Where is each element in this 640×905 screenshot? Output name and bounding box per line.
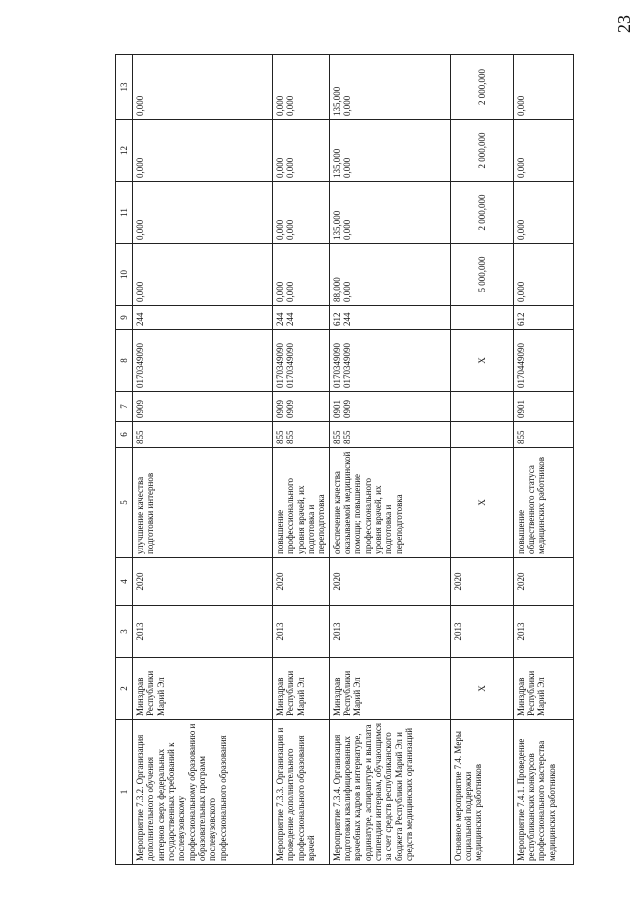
amount-col-13: 0,000	[513, 55, 573, 120]
header-cell: 9	[116, 306, 133, 330]
page-number: 23	[614, 15, 634, 33]
end-year: 2020	[273, 558, 330, 606]
rotated-table-container	[115, 55, 625, 865]
table-row	[133, 55, 273, 865]
table-row	[273, 55, 330, 865]
amount-col-13: 135,000 0,000	[329, 55, 450, 120]
start-year: 2013	[329, 606, 450, 658]
expected-result: Х	[450, 448, 513, 558]
expected-result: обеспечение качества оказываемой медицинской помощи; повышение профессионального уровня врачей, их подготовка и переподготовка	[329, 448, 450, 558]
executor: Х	[450, 658, 513, 720]
expense-type-code: 244 244	[273, 306, 330, 330]
amount-col-13: 0,000	[133, 55, 273, 120]
start-year: 2013	[133, 606, 273, 658]
end-year: 2020	[133, 558, 273, 606]
header-cell: 4	[116, 558, 133, 606]
grbs-code: 855	[133, 422, 273, 448]
header-row	[116, 55, 133, 865]
end-year: 2020	[513, 558, 573, 606]
amount-col-13: 0,000 0,000	[273, 55, 330, 120]
start-year: 2013	[273, 606, 330, 658]
grbs-code	[450, 422, 513, 448]
program-activities-table	[115, 54, 574, 865]
amount-col-10: 5 000,000	[450, 244, 513, 306]
header-cell: 1	[116, 720, 133, 865]
amount-col-11: 135,000 0,000	[329, 182, 450, 244]
section-code	[450, 392, 513, 422]
grbs-code: 855	[513, 422, 573, 448]
target-article-code: 0170349090	[133, 330, 273, 392]
target-article-code: Х	[450, 330, 513, 392]
activity-name: Основное мероприятие 7.4. Меры социальной поддержки медицинских работников	[450, 720, 513, 865]
header-cell: 13	[116, 55, 133, 120]
activity-name: Мероприятие 7.3.3. Организация и проведение дополнительного профессионального образования врачей	[273, 720, 330, 865]
amount-col-12: 0,000	[133, 120, 273, 182]
header-cell: 5	[116, 448, 133, 558]
target-article-code: 0170349090 0170349090	[273, 330, 330, 392]
amount-col-12: 0,000	[513, 120, 573, 182]
table-row	[513, 55, 573, 865]
grbs-code: 855 855	[329, 422, 450, 448]
section-code: 0901	[513, 392, 573, 422]
target-article-code: 0170449090	[513, 330, 573, 392]
amount-col-13: 2 000,000	[450, 55, 513, 120]
activity-name: Мероприятие 7.4.1. Проведение республиканских конкурсов профессионального мастерства медицинских работников	[513, 720, 573, 865]
section-code: 0909 0909	[273, 392, 330, 422]
header-cell: 12	[116, 120, 133, 182]
start-year: 2013	[513, 606, 573, 658]
amount-col-11: 0,000 0,000	[273, 182, 330, 244]
amount-col-10: 88,000 0,000	[329, 244, 450, 306]
expense-type-code: 244	[133, 306, 273, 330]
section-code: 0909	[133, 392, 273, 422]
header-cell: 10	[116, 244, 133, 306]
executor: Минздрав Республики Марий Эл	[133, 658, 273, 720]
start-year: 2013	[450, 606, 513, 658]
section-code: 0901 0909	[329, 392, 450, 422]
expense-type-code	[450, 306, 513, 330]
amount-col-10: 0,000	[133, 244, 273, 306]
executor: Минздрав Республики Марий Эл	[513, 658, 573, 720]
activity-name: Мероприятие 7.3.2. Организация дополнительного обучения интернов сверх федеральных государственных требований к послевузовскому профессиональному образованию и образовательных программ послевузовского профессионального образования	[133, 720, 273, 865]
amount-col-12: 0,000 0,000	[273, 120, 330, 182]
header-cell: 7	[116, 392, 133, 422]
executor: Минздрав Республики Марий Эл	[329, 658, 450, 720]
table-row	[329, 55, 450, 865]
amount-col-12: 135,000 0,000	[329, 120, 450, 182]
activity-name: Мероприятие 7.3.4. Организация подготовки квалифицированных врачебных кадров в интернатуре, ординатуре, аспирантуре и выплата стипендии интернам, обучающимся за счет средств республиканского бюджета Республики Марий Эл и средств медицинских организаций	[329, 720, 450, 865]
end-year: 2020	[450, 558, 513, 606]
expected-result: улучшение качества подготовки интернов	[133, 448, 273, 558]
amount-col-11: 0,000	[513, 182, 573, 244]
table-row	[450, 55, 513, 865]
header-cell: 2	[116, 658, 133, 720]
grbs-code: 855 855	[273, 422, 330, 448]
amount-col-11: 2 000,000	[450, 182, 513, 244]
header-cell: 11	[116, 182, 133, 244]
expense-type-code: 612	[513, 306, 573, 330]
header-cell: 8	[116, 330, 133, 392]
amount-col-11: 0,000	[133, 182, 273, 244]
target-article-code: 0170349090 0170349090	[329, 330, 450, 392]
executor: Минздрав Республики Марий Эл	[273, 658, 330, 720]
amount-col-12: 2 000,000	[450, 120, 513, 182]
expected-result: повышение общественного статуса медицинских работников	[513, 448, 573, 558]
end-year: 2020	[329, 558, 450, 606]
expense-type-code: 612 244	[329, 306, 450, 330]
amount-col-10: 0,000 0,000	[273, 244, 330, 306]
amount-col-10: 0,000	[513, 244, 573, 306]
expected-result: повышение профессионального уровня врачей, их подготовка и переподготовка	[273, 448, 330, 558]
header-cell: 6	[116, 422, 133, 448]
header-cell: 3	[116, 606, 133, 658]
